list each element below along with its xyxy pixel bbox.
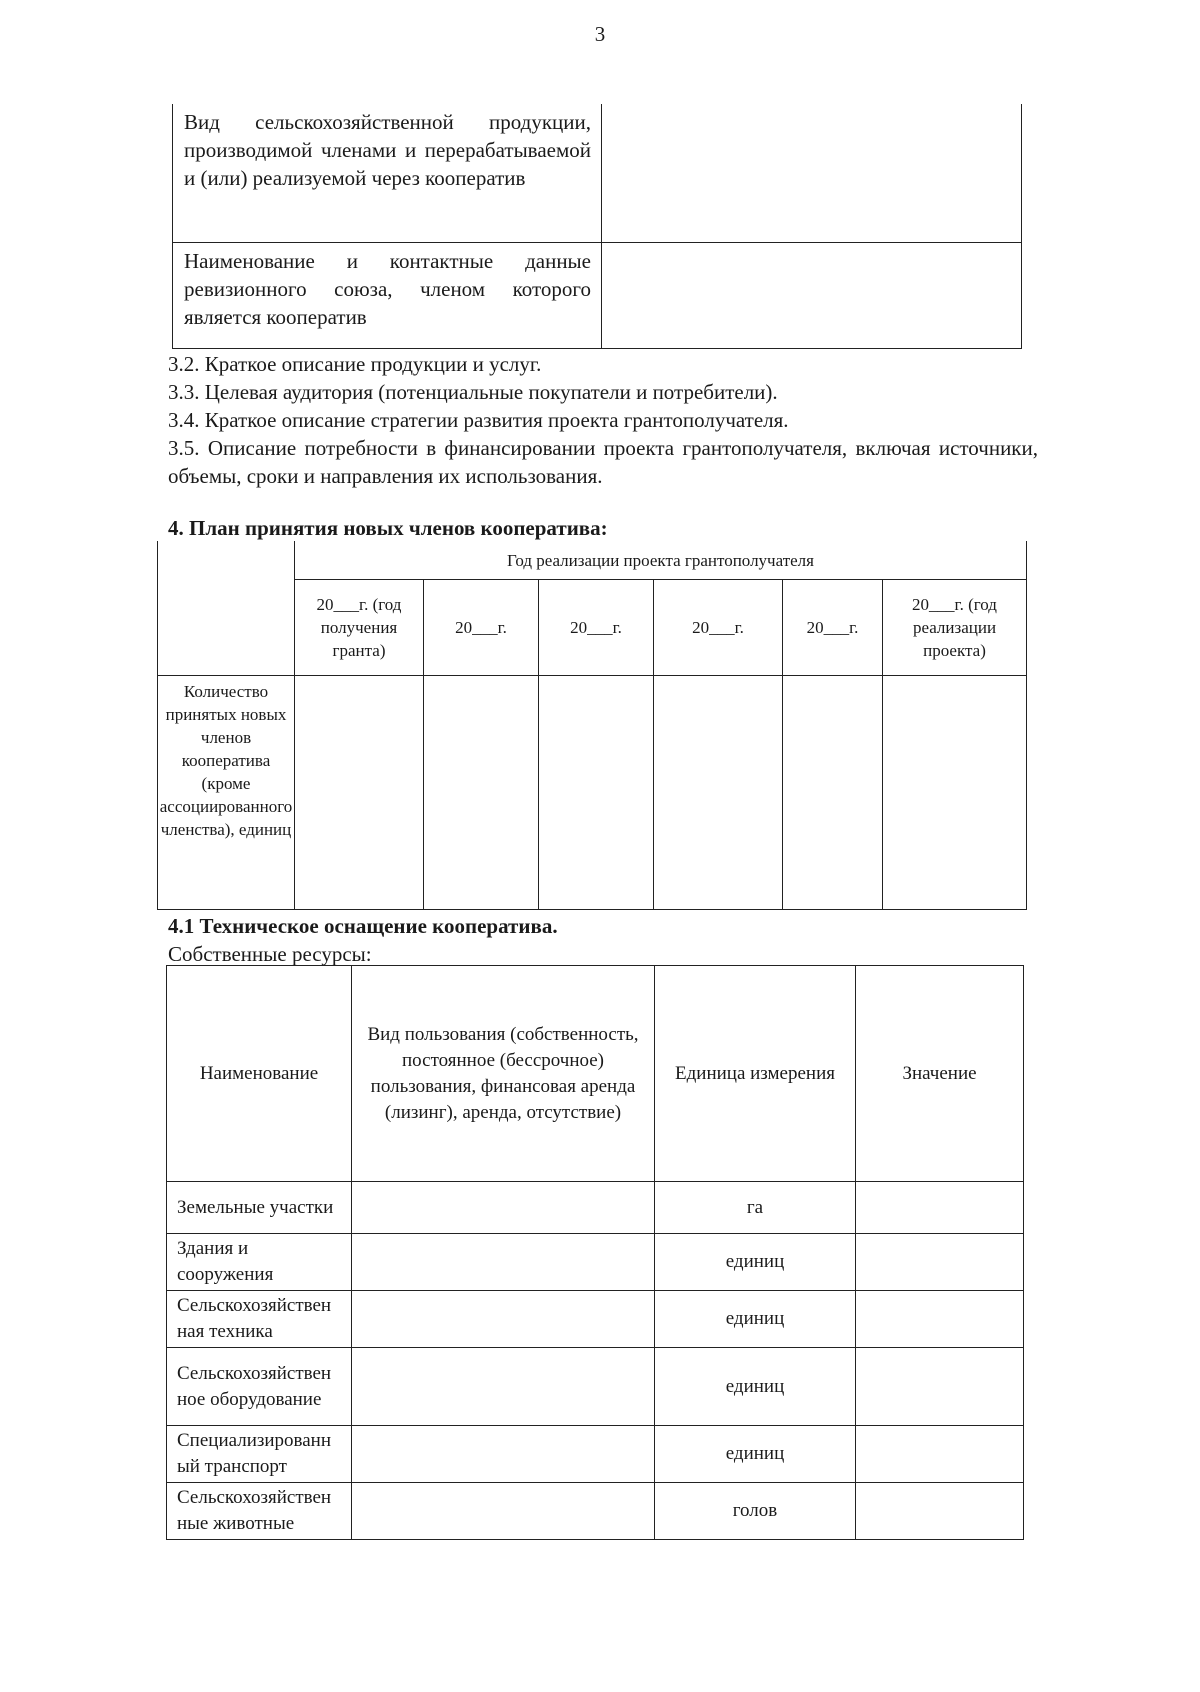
page-number: 3 (594, 22, 606, 46)
unit-cell: единиц (655, 1426, 856, 1483)
column-header-grant-year: 20___г. (год получения гранта) (295, 580, 424, 676)
resource-name: Земельные участки (167, 1182, 352, 1234)
unit-cell: единиц (655, 1348, 856, 1426)
unit-cell: единиц (655, 1291, 856, 1348)
value-cell[interactable] (654, 676, 783, 910)
section-4-1-heading: 4.1 Техническое оснащение кооператива. (168, 914, 558, 938)
section-4-heading: 4. План принятия новых членов кооператива: (168, 516, 608, 540)
value-cell[interactable] (295, 676, 424, 910)
usage-type-cell[interactable] (352, 1426, 655, 1483)
value-cell[interactable] (539, 676, 654, 910)
table-row (173, 104, 1022, 242)
new-members-plan-table (157, 541, 1027, 910)
product-type-label: Вид сельскохозяйственной продукции, производимой членами и перерабатываемой и (или) реализуемой через кооператив (173, 104, 602, 242)
usage-type-cell[interactable] (352, 1234, 655, 1291)
value-cell[interactable] (856, 1483, 1024, 1540)
paragraph-3-5: 3.5. Описание потребности в финансировании проекта грантополучателя, включая источники, объемы, сроки и направления их использования. (168, 436, 1038, 488)
value-cell[interactable] (883, 676, 1027, 910)
table-row (167, 966, 1024, 1182)
corner-cell (158, 541, 295, 676)
column-header-year-5: 20___г. (783, 580, 883, 676)
column-header-year-3: 20___г. (539, 580, 654, 676)
column-header-project-year: 20___г. (год реализации проекта) (883, 580, 1027, 676)
audit-union-label: Наименование и контактные данные ревизионного союза, членом которого является кооператив (173, 242, 602, 348)
usage-type-cell[interactable] (352, 1291, 655, 1348)
header-unit: Единица измерения (655, 966, 856, 1182)
unit-cell: единиц (655, 1234, 856, 1291)
new-members-row-label: Количество принятых новых членов кооператива (кроме ассоциированного членства), единиц (158, 676, 295, 910)
resource-name: Сельскохозяйственная техника (167, 1291, 352, 1348)
header-usage-type: Вид пользования (собственность, постоянное (бессрочное) пользования, финансовая аренда (лизинг), аренда, отсутствие) (352, 966, 655, 1182)
technical-equipment-table (166, 965, 1024, 1540)
value-cell[interactable] (856, 1291, 1024, 1348)
value-cell[interactable] (424, 676, 539, 910)
paragraph-3-3: 3.3. Целевая аудитория (потенциальные покупатели и потребители). (168, 380, 778, 404)
header-value: Значение (856, 966, 1024, 1182)
value-cell[interactable] (856, 1234, 1024, 1291)
column-header-year-4: 20___г. (654, 580, 783, 676)
product-type-value[interactable] (602, 104, 1022, 242)
usage-type-cell[interactable] (352, 1182, 655, 1234)
own-resources-subheading: Собственные ресурсы: (168, 942, 372, 966)
unit-cell: голов (655, 1483, 856, 1540)
column-header-year-2: 20___г. (424, 580, 539, 676)
resource-name: Специализированный транспорт (167, 1426, 352, 1483)
resource-name: Здания и сооружения (167, 1234, 352, 1291)
unit-cell: га (655, 1182, 856, 1234)
resource-name: Сельскохозяйственные животные (167, 1483, 352, 1540)
table-row (167, 1291, 1024, 1348)
table-row (167, 1483, 1024, 1540)
value-cell[interactable] (856, 1348, 1024, 1426)
table-row (167, 1426, 1024, 1483)
resource-name: Сельскохозяйственное оборудование (167, 1348, 352, 1426)
header-name: Наименование (167, 966, 352, 1182)
table-row (158, 541, 1027, 580)
table-row (167, 1348, 1024, 1426)
table-row (173, 242, 1022, 348)
value-cell[interactable] (856, 1182, 1024, 1234)
table-row (167, 1234, 1024, 1291)
usage-type-cell[interactable] (352, 1483, 655, 1540)
cooperative-info-table (172, 104, 1022, 349)
table-row (158, 676, 1027, 910)
value-cell[interactable] (856, 1426, 1024, 1483)
paragraph-3-4: 3.4. Краткое описание стратегии развития проекта грантополучателя. (168, 408, 789, 432)
value-cell[interactable] (783, 676, 883, 910)
table-row (167, 1182, 1024, 1234)
year-header: Год реализации проекта грантополучателя (295, 541, 1027, 580)
audit-union-value[interactable] (602, 242, 1022, 348)
paragraph-3-2: 3.2. Краткое описание продукции и услуг. (168, 352, 542, 376)
usage-type-cell[interactable] (352, 1348, 655, 1426)
